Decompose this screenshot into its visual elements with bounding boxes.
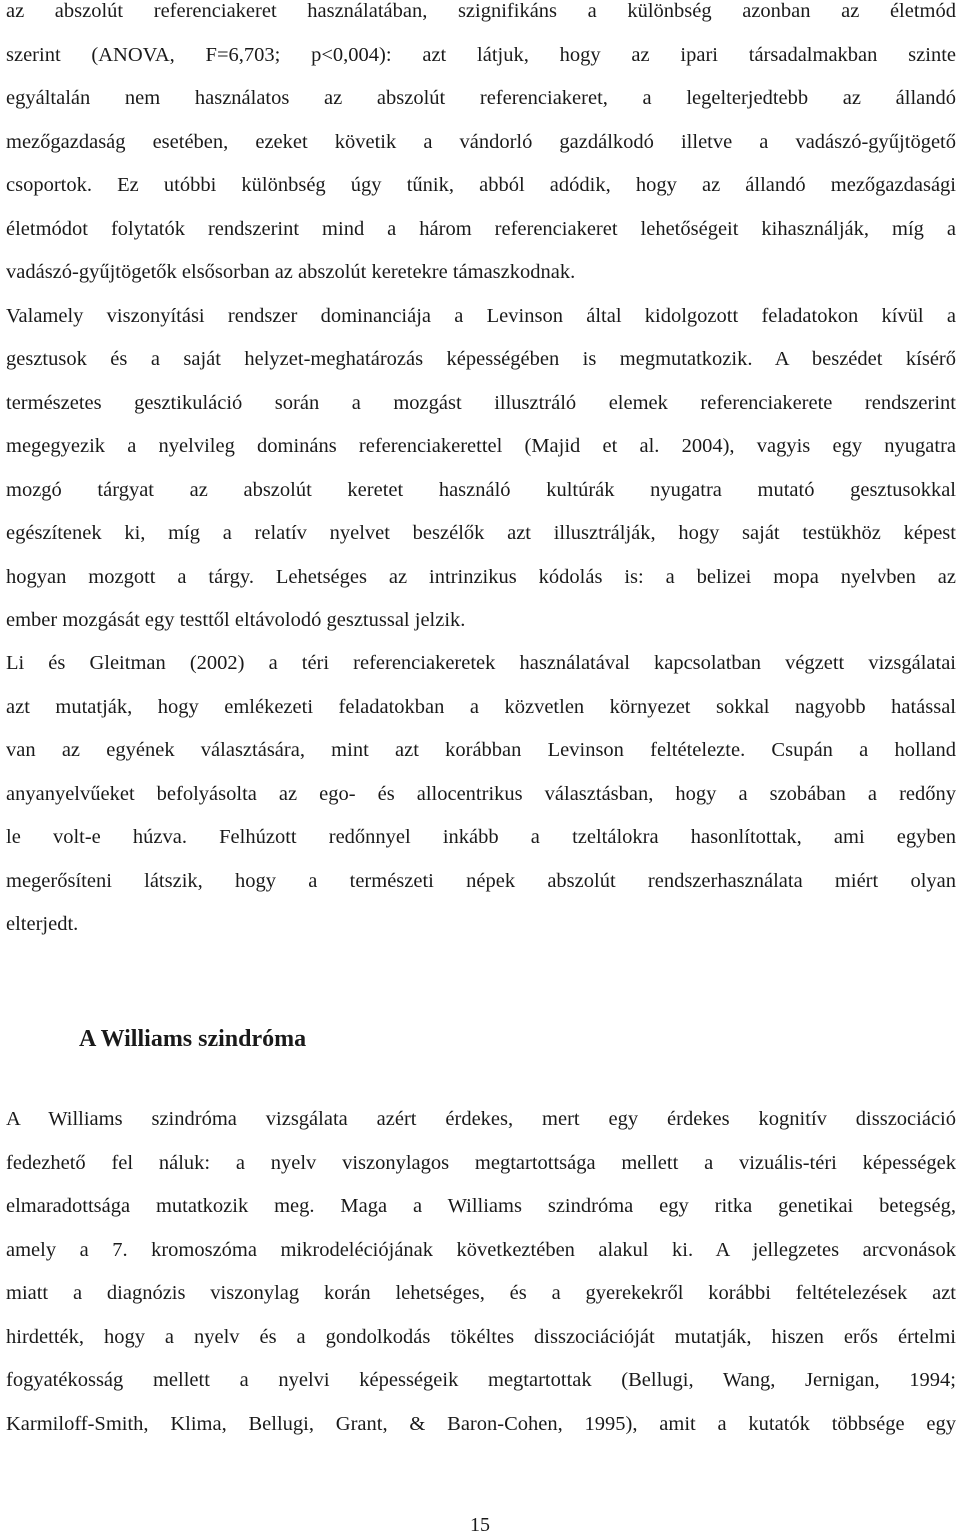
text-line: fedezhető fel náluk: a nyelv viszonylagos megtartottsága mellett a vizuális-téri képességek: [6, 1152, 956, 1174]
text-line: van az egyének választására, mint azt korábban Levinson feltételezte. Csupán a holland: [6, 739, 956, 761]
text-line: le volt-e húzva. Felhúzott redőnnyel inkább a tzeltálokra hasonlítottak, ami egyben: [6, 826, 956, 848]
text-line: elterjedt.: [6, 913, 79, 935]
text-line: Valamely viszonyítási rendszer dominanciája a Levinson által kidolgozott feladatokon kívül a: [6, 305, 956, 327]
text-line: A Williams szindróma vizsgálata azért érdekes, mert egy érdekes kognitív disszociáció: [6, 1108, 956, 1130]
text-line: miatt a diagnózis viszonylag korán lehetséges, és a gyerekekről korábbi feltételezések azt: [6, 1282, 956, 1304]
text-line: Li és Gleitman (2002) a téri referenciakeretek használatával kapcsolatban végzett vizsgálatai: [6, 652, 956, 674]
section-heading: A Williams szindróma: [79, 1026, 307, 1052]
text-line: anyanyelvűeket befolyásolta az ego- és allocentrikus választásban, hogy a szobában a redőny: [6, 783, 956, 805]
text-line: Karmiloff-Smith, Klima, Bellugi, Grant, & Baron-Cohen, 1995), amit a kutatók többsége egy: [6, 1413, 956, 1435]
text-line: az abszolút referenciakeret használatában, szignifikáns a különbség azonban az életmód: [6, 0, 956, 22]
text-line: mezőgazdaság esetében, ezeket követik a vándorló gazdálkodó illetve a vadászó-gyűjtögető: [6, 131, 956, 153]
text-line: szerint (ANOVA, F=6,703; p<0,004): azt látjuk, hogy az ipari társadalmakban szinte: [6, 44, 956, 66]
text-line: természetes gesztikuláció során a mozgást illusztráló elemek referenciakerete rendszerint: [6, 392, 956, 414]
text-line: azt mutatják, hogy emlékezeti feladatokban a közvetlen környezet sokkal nagyobb hatással: [6, 696, 956, 718]
text-line: elmaradottsága mutatkozik meg. Maga a Williams szindróma egy ritka genetikai betegség,: [6, 1195, 956, 1217]
text-line: megegyezik a nyelvileg domináns referenciakerettel (Majid et al. 2004), vagyis egy nyugatra: [6, 435, 956, 457]
text-line: hogyan mozgott a tárgy. Lehetséges az intrinzikus kódolás is: a belizei mopa nyelvben az: [6, 566, 956, 588]
text-line: vadászó-gyűjtögetők elsősorban az abszolút keretekre támaszkodnak.: [6, 261, 576, 283]
text-line: gesztusok és a saját helyzet-meghatározás képességében is megmutatkozik. A beszédet kísérő: [6, 348, 956, 370]
page-number: 15: [470, 1514, 490, 1536]
text-line: ember mozgását egy testtől eltávolodó gesztussal jelzik.: [6, 609, 466, 631]
text-line: életmódot folytatók rendszerint mind a három referenciakeret lehetőségeit kihasználják, míg a: [6, 218, 956, 240]
text-line: mozgó tárgyat az abszolút keretet használó kultúrák nyugatra mutató gesztusokkal: [6, 479, 956, 501]
text-line: csoportok. Ez utóbbi különbség úgy tűnik, abból adódik, hogy az állandó mezőgazdasági: [6, 174, 956, 196]
text-line: megerősíteni látszik, hogy a természeti népek abszolút rendszerhasználata miért olyan: [6, 870, 956, 892]
text-line: egészítenek ki, míg a relatív nyelvet beszélők azt illusztrálják, hogy saját testükhöz képest: [6, 522, 956, 544]
text-line: egyáltalán nem használatos az abszolút referenciakeret, a legelterjedtebb az állandó: [6, 87, 956, 109]
text-line: fogyatékosság mellett a nyelvi képességeik megtartottak (Bellugi, Wang, Jernigan, 1994;: [6, 1369, 956, 1391]
text-line: hirdették, hogy a nyelv és a gondolkodás tökéltes disszociációját mutatják, hiszen erős értelmi: [6, 1326, 956, 1348]
text-line: amely a 7. kromoszóma mikrodeléciójának következtében alakul ki. A jellegzetes arcvonások: [6, 1239, 956, 1261]
